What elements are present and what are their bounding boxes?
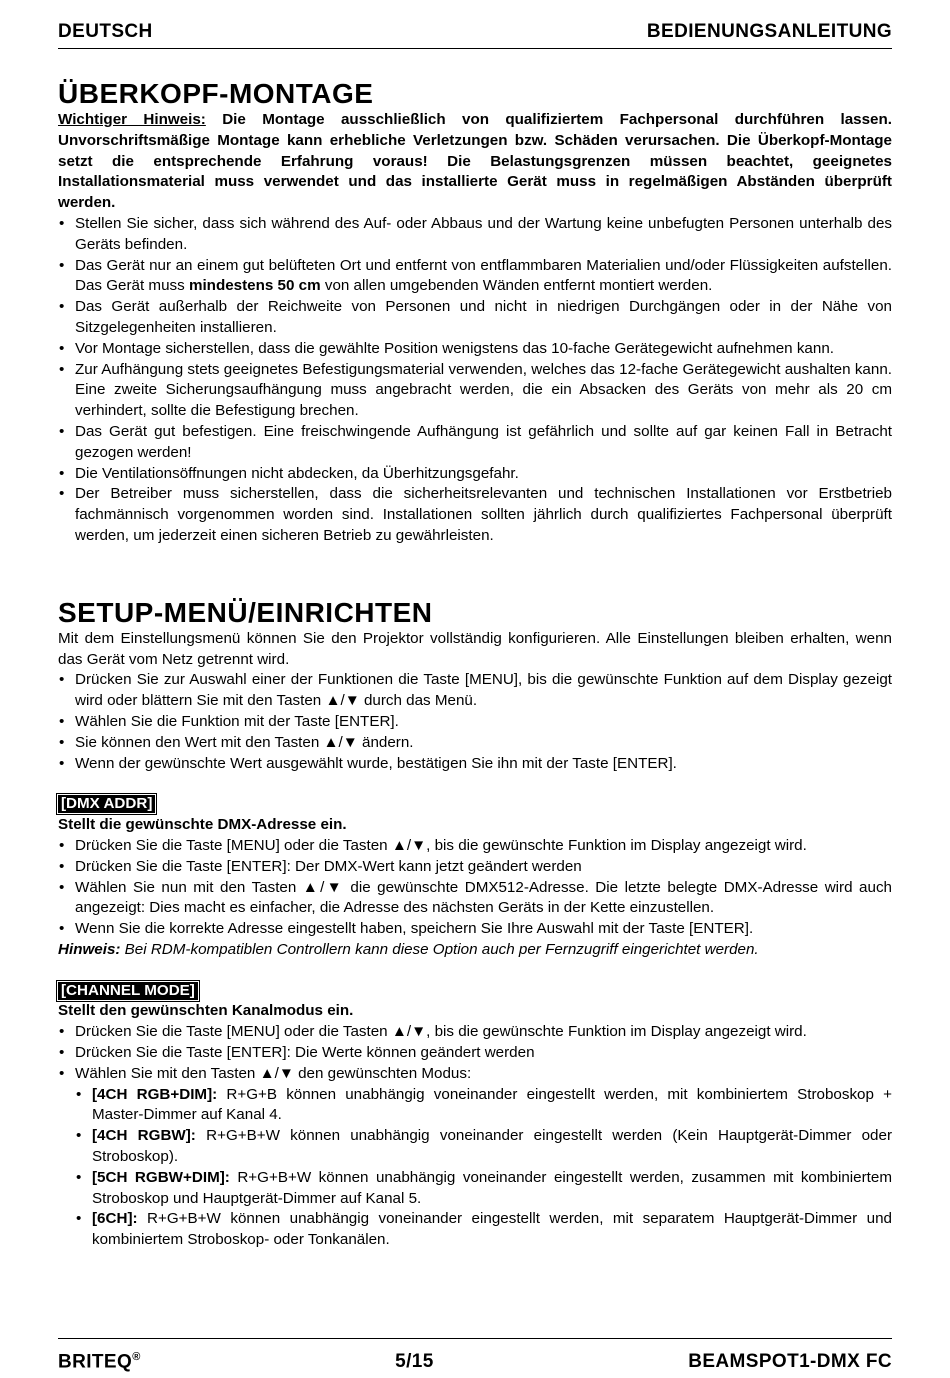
- channel-mode-options: [75, 1085, 892, 1251]
- header-doc-type: BEDIENUNGSANLEITUNG: [646, 21, 892, 42]
- mode-text: R+G+B+W können unabhängig voneinander eingestellt werden, zusammen mit kombiniertem Stroboskop und Hauptgerät-Dimmer auf Kanal 5.: [92, 1168, 892, 1207]
- spacer: [58, 774, 892, 794]
- list-item: • Die Ventilationsöffnungen nicht abdecken, da Überhitzungsgefahr.: [58, 464, 892, 485]
- dmx-addr-list: [58, 836, 892, 940]
- list-item-text: Das Gerät nur an einem gut belüfteten Ort und entfernt von entflammbaren Materialien und/oder Flüssigkeiten aufstellen. Das Gerät muss: [75, 256, 892, 295]
- list-item: • Das Gerät gut befestigen. Eine freischwingende Aufhängung ist gefährlich und sollte auf gar keinen Fall in Betracht gezogen werden!: [58, 422, 892, 464]
- list-item: • Drücken Sie die Taste [MENU] oder die Tasten ▲/▼, bis die gewünschte Funktion im Display angezeigt wird.: [58, 836, 892, 857]
- setup-intro: Mit dem Einstellungsmenü können Sie den Projektor vollständig konfigurieren. Alle Einstellungen bleiben erhalten, wenn das Gerät vom Netz getrennt wird.: [58, 629, 892, 668]
- list-item-emphasis: mindestens 50 cm: [188, 277, 321, 295]
- mode-text: R+G+B können unabhängig voneinander eingestellt werden, mit kombiniertem Stroboskop + Master-Dimmer auf Kanal 4.: [92, 1085, 892, 1124]
- mode-item: [75, 1168, 892, 1210]
- brand-name: BRITEQ: [58, 1351, 133, 1373]
- channel-mode-block: [58, 981, 892, 1251]
- dmx-addr-tag: [DMX ADDR]: [58, 795, 155, 813]
- list-item: • Der Betreiber muss sicherstellen, dass die sicherheitsrelevanten und technischen Installationen vor Erstbetrieb fachmännisch vorgenommen worden sind. Installationen sollten jährlich durch qualifiziertes Fachpersonal überprüft werden, um jederzeit einen sicheren Betrieb zu gewährleisten.: [58, 484, 892, 546]
- list-item: • Drücken Sie die Taste [MENU] oder die Tasten ▲/▼, bis die gewünschte Funktion im Display angezeigt wird.: [58, 1022, 892, 1043]
- list-item: • Wählen Sie nun mit den Tasten ▲/▼ die gewünschte DMX512-Adresse. Die letzte belegte DMX-Adresse wird auch angezeigt: Dies macht es einfacher, die Adresse des nächsten Geräts in der Kette einzustellen.: [58, 878, 892, 920]
- page-number: 5/15: [395, 1351, 434, 1373]
- list-item: • Stellen Sie sicher, dass sich während des Auf- oder Abbaus und der Wartung keine unbefugten Personen unterhalb des Geräts befinden.: [58, 214, 892, 256]
- section-title-overhead-mounting: ÜBERKOPF-MONTAGE: [58, 78, 374, 109]
- section-title-setup-menu: SETUP-MENÜ/EINRICHTEN: [58, 596, 433, 628]
- mode-item: [75, 1126, 892, 1168]
- footer-model: BEAMSPOT1-DMX FC: [688, 1351, 892, 1373]
- mode-label: [4CH RGB+DIM]:: [92, 1085, 218, 1103]
- footer-brand: [58, 1347, 141, 1373]
- channel-mode-list: [58, 1022, 892, 1084]
- registered-mark: ®: [132, 1350, 141, 1363]
- mounting-list: [58, 214, 892, 547]
- list-item: • Drücken Sie die Taste [ENTER]: Die Werte können geändert werden: [58, 1043, 892, 1064]
- mode-label: [4CH RGBW]:: [92, 1127, 196, 1145]
- important-note-label: Wichtiger Hinweis:: [58, 111, 206, 128]
- list-item-text: von allen umgebenden Wänden entfernt montiert werden.: [320, 277, 713, 295]
- dmx-note-label: Hinweis:: [58, 940, 121, 958]
- list-item: • Das Gerät außerhalb der Reichweite von Personen und nicht in niedrigen Durchgängen oder in der Nähe von Sitzgelegenheiten installieren.: [58, 297, 892, 339]
- list-item: • Zur Aufhängung stets geeignetes Befestigungsmaterial verwenden, welches das 12-fache Gerätegewicht aushalten kann. Eine zweite Sicherungsaufhängung muss angebracht werden, die ein Absacken des Geräts von mehr als 20 cm verhindert, sollte die Befestigung brechen.: [58, 360, 892, 422]
- list-item: • Vor Montage sicherstellen, dass die gewählte Position wenigstens das 10-fache Gerätegewicht aufnehmen kann.: [58, 339, 892, 360]
- list-item: • Wählen Sie die Funktion mit der Taste [ENTER].: [58, 712, 892, 733]
- spacer: [58, 547, 892, 597]
- header-language: DEUTSCH: [58, 21, 153, 42]
- list-item: • Sie können den Wert mit den Tasten ▲/▼ ändern.: [58, 733, 892, 754]
- page-footer: [58, 1338, 892, 1373]
- mode-text: R+G+B+W können unabhängig voneinander eingestellt werden (Kein Hauptgerät-Dimmer oder Stroboskop).: [92, 1127, 892, 1166]
- mode-item: [75, 1209, 892, 1251]
- list-item: • Drücken Sie zur Auswahl einer der Funktionen die Taste [MENU], bis die gewünschte Funktion auf dem Display gezeigt wird oder blättern Sie mit den Tasten ▲/▼ durch das Menü.: [58, 670, 892, 712]
- channel-mode-tag: [CHANNEL MODE]: [58, 982, 198, 1000]
- list-item: • Wenn Sie die korrekte Adresse eingestellt haben, speichern Sie Ihre Auswahl mit der Taste [ENTER].: [58, 919, 892, 940]
- mode-label: [6CH]:: [92, 1210, 138, 1228]
- page-content: [58, 78, 892, 1251]
- channel-mode-heading: Stellt den gewünschten Kanalmodus ein.: [58, 1002, 354, 1020]
- list-item: • Wenn der gewünschte Wert ausgewählt wurde, bestätigen Sie ihn mit der Taste [ENTER].: [58, 754, 892, 775]
- dmx-note: [58, 940, 892, 961]
- page-header: [58, 22, 892, 49]
- mode-label: [5CH RGBW+DIM]:: [92, 1168, 230, 1186]
- list-item: [58, 256, 892, 298]
- important-note: [58, 110, 892, 214]
- dmx-addr-block: [58, 794, 892, 960]
- dmx-note-text: Bei RDM-kompatiblen Controllern kann diese Option auch per Fernzugriff eingerichtet werden.: [120, 940, 759, 958]
- mode-text: R+G+B+W können unabhängig voneinander eingestellt werden, mit separatem Hauptgerät-Dimmer und kombiniertem Stroboskop- oder Tonkanälen.: [92, 1210, 892, 1249]
- list-item: • Wählen Sie mit den Tasten ▲/▼ den gewünschten Modus:: [58, 1064, 892, 1085]
- dmx-addr-heading: Stellt die gewünschte DMX-Adresse ein.: [58, 816, 347, 834]
- spacer: [58, 961, 892, 981]
- mode-item: [75, 1085, 892, 1127]
- important-note-text: Die Montage ausschließlich von qualifiziertem Fachpersonal durchführen lassen. Unvorschriftsmäßige Montage kann erhebliche Verletzungen bzw. Schäden verursachen. Die Überkopf-Montage setzt die entsprechende Erfahrung voraus! Die Belastungsgrenzen müssen beachtet, geeignetes Installationsmaterial muss verwendet und das installierte Gerät muss in regelmäßigen Abständen überprüft werden.: [58, 111, 892, 212]
- setup-list: [58, 670, 892, 774]
- list-item: • Drücken Sie die Taste [ENTER]: Der DMX-Wert kann jetzt geändert werden: [58, 857, 892, 878]
